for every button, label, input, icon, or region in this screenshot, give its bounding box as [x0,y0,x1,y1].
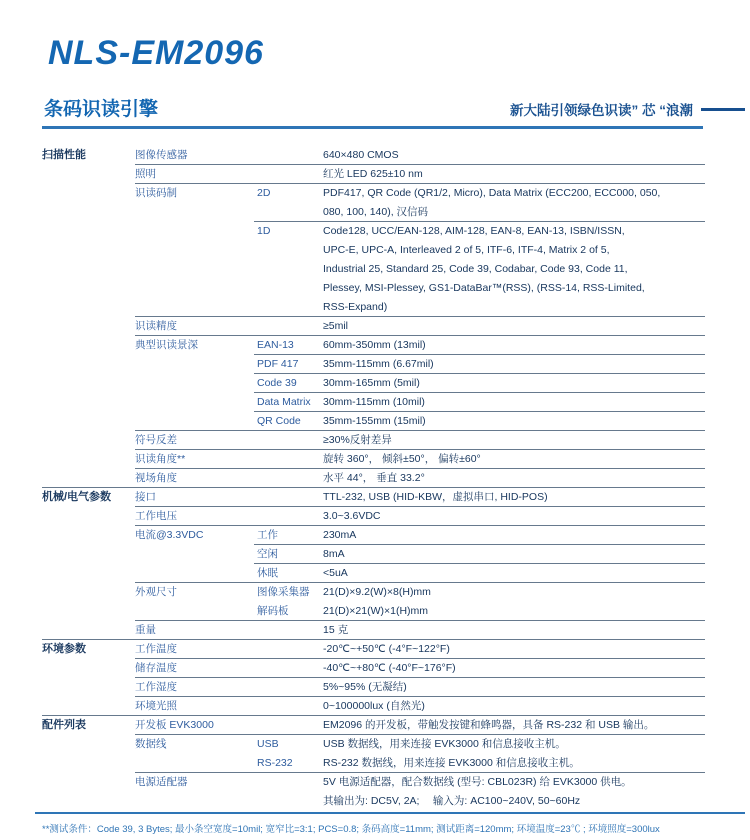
spec-value [323,374,705,393]
spec-category: 配件列表 [42,719,86,731]
spec-value-line: 0~100000lux (自然光) [323,700,425,712]
spec-value-line: 35mm-115mm (6.67mil) [323,358,434,370]
spec-value-line: 8mA [323,548,345,560]
tagline-wrap [510,99,745,119]
spec-attribute: 开发板 EVK3000 [135,719,214,731]
spec-sublabel: USB [257,738,279,750]
spec-value [323,621,705,640]
spec-row [42,450,705,469]
spec-value [323,583,705,602]
spec-value [323,165,705,184]
spec-row [42,621,705,640]
spec-value [323,488,705,507]
spec-row [42,583,705,602]
spec-value-line: 640×480 CMOS [323,149,399,161]
spec-row [42,602,705,621]
spec-sublabel: RS-232 [257,757,293,769]
tagline: 新大陆引领绿色识读” 芯 “浪潮 [509,103,693,118]
spec-attribute: 数据线 [135,738,167,750]
spec-row [42,564,705,583]
header-rule [42,126,703,129]
spec-sublabel: 图像采集器 [257,586,310,598]
spec-value [323,184,705,222]
spec-value [323,450,705,469]
spec-sublabel: PDF 417 [257,358,299,370]
spec-value-line: EM2096 的开发板，带触发按键和蜂鸣器，具备 RS-232 和 USB 输出。 [323,719,655,731]
spec-value [323,526,705,545]
spec-value-line: Plessey, MSI-Plessey, GS1-DataBar™(RSS), (RSS-14, RSS-Limited, [323,282,645,294]
spec-category: 机械/电气参数 [42,491,112,503]
spec-attribute: 工作湿度 [135,681,177,693]
spec-value-line: Industrial 25, Standard 25, Code 39, Codabar, Code 93, Code 11, [323,263,628,275]
spec-value-line: 35mm-155mm (15mil) [323,415,426,427]
spec-sublabel: 空闲 [257,548,278,560]
spec-sublabel: EAN-13 [257,339,294,351]
spec-value-line: 21(D)×9.2(W)×8(H)mm [323,586,431,598]
spec-category: 环境参数 [42,643,86,655]
spec-value-line: 红光 LED 625±10 nm [323,168,423,180]
spec-value-line: 30mm-115mm (10mil) [323,396,425,408]
spec-sublabel: 解码板 [257,605,289,617]
spec-row [42,146,705,165]
spec-row [42,659,705,678]
bottom-rule [35,812,745,814]
spec-row [42,374,705,393]
spec-category: 扫描性能 [42,149,86,161]
subtitle-row [42,94,750,118]
spec-row [42,526,705,545]
spec-row [42,754,705,773]
spec-row [42,773,705,811]
spec-attribute: 储存温度 [135,662,177,674]
spec-value-line: 5V 电源适配器，配合数据线 (型号: CBL023R) 给 EVK3000 供电。 [323,776,632,788]
spec-sublabel: Data Matrix [257,396,311,408]
spec-value [323,773,705,811]
page-title: NLS-EM2096 [48,34,264,72]
spec-attribute: 符号反差 [135,434,177,446]
spec-value [323,469,705,488]
spec-value-line: PDF417, QR Code (QR1/2, Micro), Data Matrix (ECC200, ECC000, 050, [323,187,661,199]
spec-attribute: 照明 [135,168,156,180]
spec-value-line: 15 克 [323,624,349,636]
spec-value-line: 旋转 360°， 倾斜±50°， 偏转±60° [323,453,481,465]
spec-row [42,488,705,507]
spec-value [323,564,705,583]
spec-value [323,716,705,735]
spec-attribute: 工作电压 [135,510,177,522]
spec-sublabel: Code 39 [257,377,297,389]
spec-attribute: 电源适配器 [135,776,188,788]
spec-row [42,735,705,754]
spec-value [323,678,705,697]
spec-value-line: Code128, UCC/EAN-128, AIM-128, EAN-8, EAN-13, ISBN/ISSN, [323,225,625,237]
spec-value-line: USB 数据线，用来连接 EVK3000 和信息接收主机。 [323,738,566,750]
spec-value [323,317,705,336]
spec-value [323,735,705,754]
spec-row [42,716,705,735]
spec-row [42,336,705,355]
spec-value [323,754,705,773]
spec-attribute: 电流@3.3VDC [135,529,204,541]
spec-row [42,640,705,659]
spec-value [323,336,705,355]
spec-value [323,222,705,317]
spec-row [42,545,705,564]
spec-value-line: RS-232 数据线，用来连接 EVK3000 和信息接收主机。 [323,757,580,769]
spec-value-line: 30mm-165mm (5mil) [323,377,420,389]
spec-sublabel: 2D [257,187,271,199]
spec-value [323,146,705,165]
spec-row [42,355,705,374]
spec-attribute: 识读角度** [135,453,186,465]
spec-row [42,184,705,222]
spec-value-line: -40℃~+80℃ (-40°F~176°F) [323,662,456,674]
spec-value [323,697,705,716]
spec-row [42,317,705,336]
spec-value-line: 60mm-350mm (13mil) [323,339,426,351]
spec-row [42,678,705,697]
spec-row [42,697,705,716]
spec-value-line: ≥30%反射差异 [323,434,392,446]
subtitle: 条码识读引擎 [44,99,159,120]
spec-value-line: 3.0~3.6VDC [323,510,381,522]
spec-row [42,412,705,431]
spec-value [323,545,705,564]
spec-row [42,469,705,488]
spec-attribute: 识读精度 [135,320,177,332]
spec-value-line: 其输出为: DC5V, 2A; 输入为: AC100~240V, 50~60Hz [323,795,581,807]
spec-attribute: 环境光照 [135,700,177,712]
spec-value-line: 21(D)×21(W)×1(H)mm [323,605,429,617]
spec-attribute: 视场角度 [135,472,177,484]
spec-sublabel: 1D [257,225,271,237]
spec-value [323,431,705,450]
spec-value-line: ≥5mil [323,320,349,332]
spec-row [42,507,705,526]
spec-row [42,222,705,317]
tagline-dash [701,108,745,111]
spec-value-line: 080, 100, 140), 汉信码 [323,206,429,218]
spec-attribute: 典型识读景深 [135,339,198,351]
spec-value-line: UPC-E, UPC-A, Interleaved 2 of 5, ITF-6, ITF-4, Matrix 2 of 5, [323,244,610,256]
spec-value-line: 水平 44°， 垂直 33.2° [323,472,425,484]
spec-value [323,393,705,412]
spec-value-line: -20℃~+50℃ (-4°F~122°F) [323,643,450,655]
spec-value [323,659,705,678]
spec-value [323,412,705,431]
spec-value [323,507,705,526]
spec-value-line: TTL-232, USB (HID-KBW，虚拟串口, HID-POS) [323,491,548,503]
spec-value-line: 230mA [323,529,357,541]
spec-value-line: RSS-Expand) [323,301,388,313]
spec-sublabel: 工作 [257,529,278,541]
spec-attribute: 外观尺寸 [135,586,177,598]
spec-attribute: 图像传感器 [135,149,188,161]
spec-sublabel: QR Code [257,415,301,427]
spec-value-line: 5%~95% (无凝结) [323,681,407,693]
spec-row [42,393,705,412]
spec-attribute: 重量 [135,624,156,636]
spec-attribute: 识读码制 [135,187,177,199]
spec-value [323,355,705,374]
spec-attribute: 接口 [135,491,156,503]
spec-table [42,146,705,811]
spec-value-line: <5uA [323,567,348,579]
spec-row [42,431,705,450]
spec-value [323,640,705,659]
spec-row [42,165,705,184]
spec-sublabel: 休眠 [257,567,278,579]
footnote: **测试条件：Code 39, 3 Bytes; 最小条空宽度=10mil; 宽窄比=3:1; PCS=0.8; 条码高度=11mm; 测试距离=120mm; 环境温度=23℃ ; 环境照度=300lux [42,824,660,835]
spec-value [323,602,705,621]
spec-attribute: 工作温度 [135,643,177,655]
